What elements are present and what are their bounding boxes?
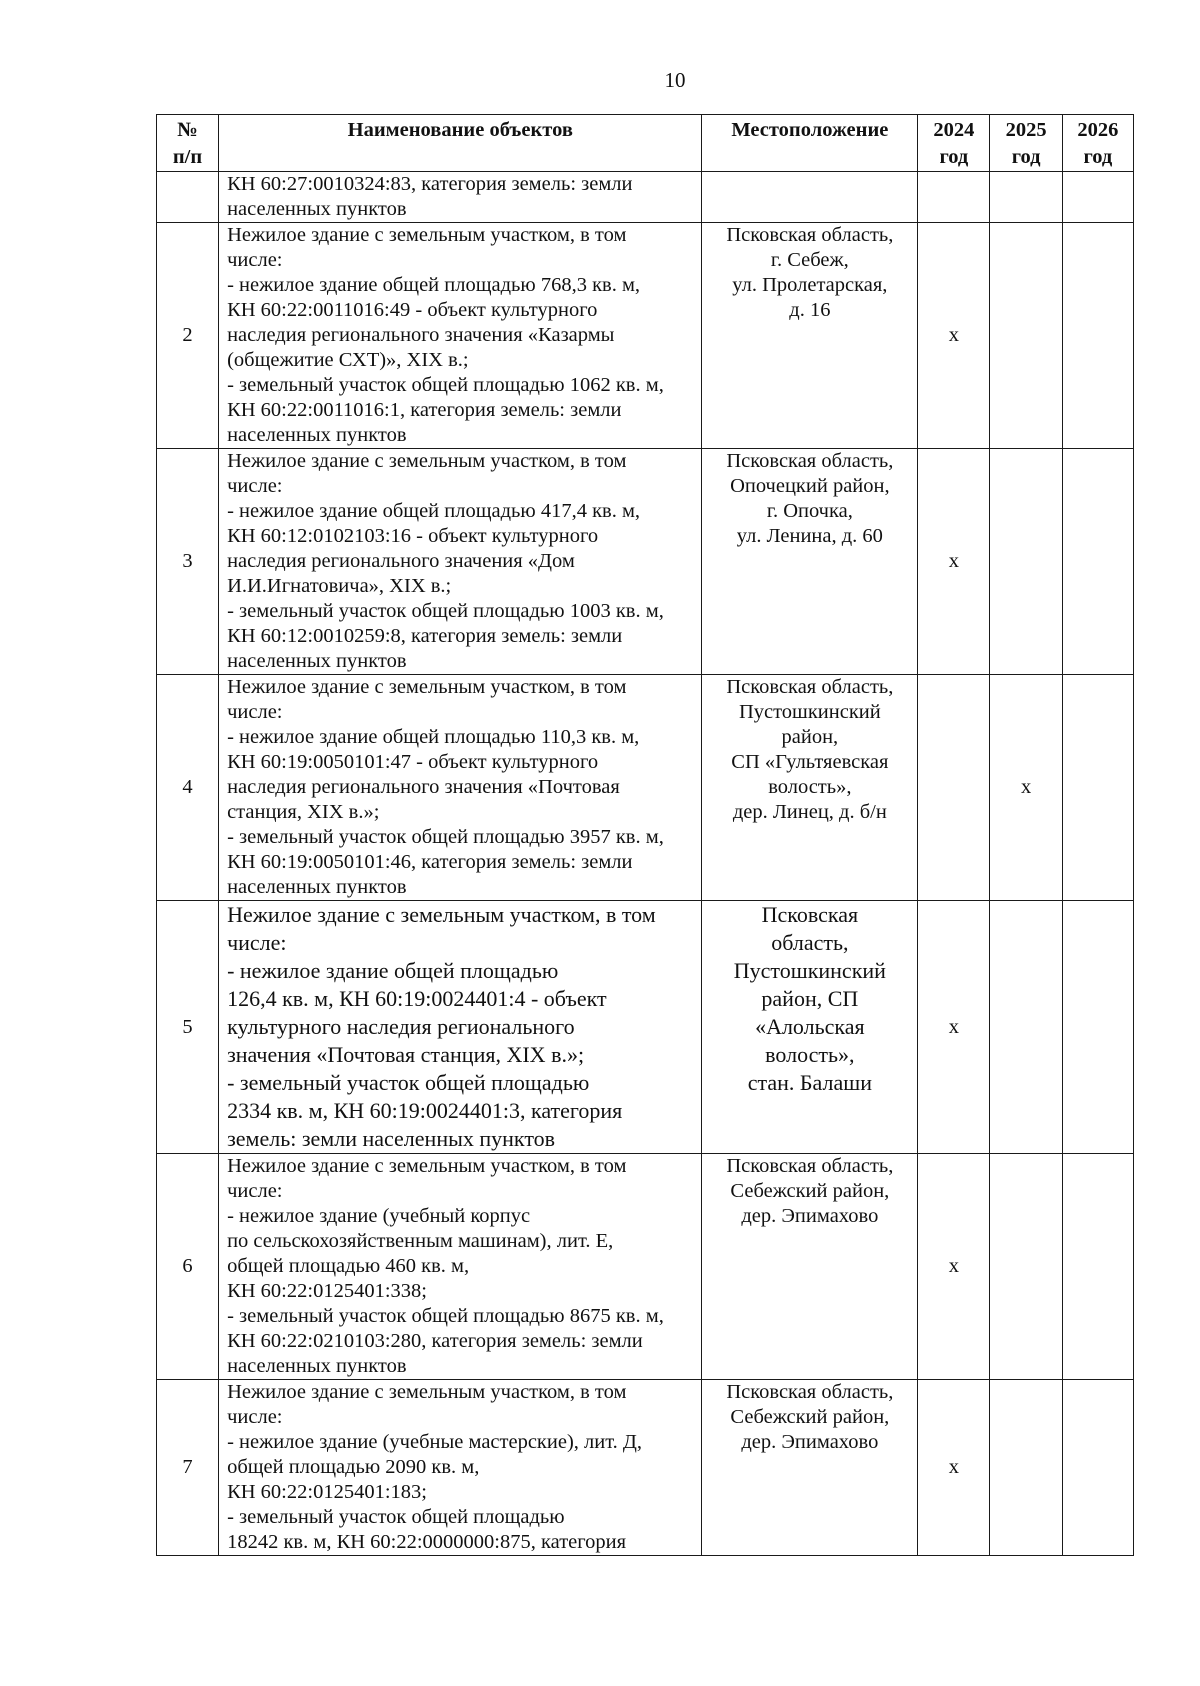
mark-2024: x [918, 449, 990, 675]
page-number: 10 [664, 68, 686, 92]
header-location: Местоположение [702, 115, 918, 172]
location-line: г. Опочка, [766, 500, 853, 522]
row-number: 4 [157, 675, 219, 901]
object-name-line: числе: [227, 475, 283, 497]
header-2024 [918, 115, 990, 172]
location-line: ул. Ленина, д. 60 [736, 525, 883, 547]
object-location [702, 223, 918, 449]
location-line: Пустошкинский [738, 701, 881, 723]
object-name-line: - нежилое здание общей площадью 417,4 кв. м, [227, 500, 641, 522]
object-name-line: - нежилое здание общей площадью 768,3 кв. м, [227, 274, 641, 296]
object-name-line: населенных пунктов [227, 424, 407, 446]
location-line: Себежский район, [730, 1180, 890, 1202]
object-name-line: общей площадью 2090 кв. м, [227, 1456, 480, 1478]
object-name-line: земель: земли населенных пунктов [227, 1126, 556, 1151]
location-line: район, СП [761, 986, 859, 1011]
object-name-line: наследия регионального значения «Почтовая [227, 776, 620, 798]
header-year: 2025 [1005, 119, 1047, 141]
location-line: волость», [765, 1042, 855, 1067]
object-name-line: значения «Почтовая станция, XIX в.»; [227, 1042, 585, 1067]
location-line: Псковская [761, 902, 859, 927]
mark-2026 [1062, 675, 1133, 901]
object-name-line: станция, XIX в.»; [227, 801, 380, 823]
object-name-line: - земельный участок общей площадью 3957 кв. м, [227, 826, 664, 848]
object-name-line: общей площадью 460 кв. м, [227, 1255, 470, 1277]
object-name-line: Нежилое здание с земельным участком, в том [227, 224, 627, 246]
location-line: Псковская область, [726, 450, 894, 472]
header-year-label: год [1083, 146, 1113, 168]
mark-2026 [1062, 1380, 1133, 1556]
object-name-line: 126,4 кв. м, КН 60:19:0024401:4 - объект [227, 986, 607, 1011]
location-line: стан. Балаши [747, 1070, 872, 1095]
object-name [219, 223, 702, 449]
object-name-line: числе: [227, 1406, 283, 1428]
header-num-line: п/п [172, 146, 203, 168]
mark-2026 [1062, 172, 1133, 223]
object-name-line: - земельный участок общей площадью [227, 1506, 565, 1528]
row-number: 2 [157, 223, 219, 449]
object-name [219, 1380, 702, 1556]
mark-2025 [990, 1154, 1062, 1380]
table-row [157, 223, 1134, 449]
mark-2024: x [918, 1380, 990, 1556]
object-location [702, 1154, 918, 1380]
mark-2026 [1062, 901, 1133, 1154]
table-row [157, 1154, 1134, 1380]
header-name: Наименование объектов [219, 115, 702, 172]
object-name-line: КН 60:19:0050101:46, категория земель: земли [227, 851, 633, 873]
object-name-line: числе: [227, 930, 287, 955]
object-name-line: населенных пунктов [227, 198, 407, 220]
mark-2024 [918, 172, 990, 223]
object-name-line: 18242 кв. м, КН 60:22:0000000:875, категория [227, 1531, 627, 1553]
row-number: 7 [157, 1380, 219, 1556]
table-header-row [157, 115, 1134, 172]
object-name-line: населенных пунктов [227, 876, 407, 898]
table-row [157, 1380, 1134, 1556]
header-year-label: год [1011, 146, 1041, 168]
mark-2024 [918, 675, 990, 901]
object-location [702, 1380, 918, 1556]
table-body [157, 172, 1134, 1556]
location-line: СП «Гультяевская [731, 751, 889, 773]
table-row [157, 675, 1134, 901]
mark-2024: x [918, 901, 990, 1154]
mark-2025 [990, 901, 1062, 1154]
object-name-line: Нежилое здание с земельным участком, в том [227, 450, 627, 472]
object-name-line: КН 60:22:0125401:338; [227, 1280, 427, 1302]
location-line: дер. Эпимахово [741, 1205, 879, 1227]
location-line: Псковская область, [726, 1155, 894, 1177]
object-name [219, 449, 702, 675]
location-line: Себежский район, [730, 1406, 890, 1428]
row-number [157, 172, 219, 223]
location-line: дер. Линец, д. б/н [732, 801, 887, 823]
row-number: 6 [157, 1154, 219, 1380]
object-name-line: наследия регионального значения «Дом [227, 550, 575, 572]
mark-2026 [1062, 223, 1133, 449]
object-name-line: - нежилое здание общей площадью [227, 958, 559, 983]
object-name-line: Нежилое здание с земельным участком, в том [227, 676, 627, 698]
header-year: 2026 [1077, 119, 1119, 141]
location-line: дер. Эпимахово [741, 1431, 879, 1453]
mark-2026 [1062, 449, 1133, 675]
object-name-line: числе: [227, 1180, 283, 1202]
header-2026 [1062, 115, 1133, 172]
location-line: д. 16 [789, 299, 831, 321]
table-row [157, 172, 1134, 223]
object-name-line: - земельный участок общей площадью 1003 кв. м, [227, 600, 664, 622]
object-name-line: (общежитие СХТ)», XIX в.; [227, 349, 469, 371]
object-location [702, 449, 918, 675]
row-number: 3 [157, 449, 219, 675]
location-line: область, [771, 930, 849, 955]
object-name-line: КН 60:22:0011016:49 - объект культурного [227, 299, 598, 321]
object-name [219, 172, 702, 223]
location-line: Опочецкий район, [730, 475, 890, 497]
location-line: Пустошкинский [733, 958, 886, 983]
object-name-line: КН 60:12:0010259:8, категория земель: земли [227, 625, 623, 647]
object-name-line: КН 60:22:0125401:183; [227, 1481, 427, 1503]
object-location [702, 675, 918, 901]
object-name-line: КН 60:22:0011016:1, категория земель: земли [227, 399, 622, 421]
row-number: 5 [157, 901, 219, 1154]
object-name-line: Нежилое здание с земельным участком, в том [227, 902, 656, 927]
object-name-line: населенных пунктов [227, 1355, 407, 1377]
object-name-line: Нежилое здание с земельным участком, в том [227, 1155, 627, 1177]
object-name [219, 901, 702, 1154]
location-line: Псковская область, [726, 1381, 894, 1403]
object-name-line: Нежилое здание с земельным участком, в том [227, 1381, 627, 1403]
location-line: «Алольская [755, 1014, 865, 1039]
table-row [157, 901, 1134, 1154]
header-year-label: год [939, 146, 969, 168]
mark-2025 [990, 172, 1062, 223]
object-name-line: КН 60:22:0210103:280, категория земель: земли [227, 1330, 643, 1352]
mark-2024: x [918, 1154, 990, 1380]
object-location [702, 901, 918, 1154]
object-name-line: числе: [227, 701, 283, 723]
object-name-line: - земельный участок общей площадью 8675 кв. м, [227, 1305, 664, 1327]
location-line: Псковская область, [726, 224, 894, 246]
location-line: район, [781, 726, 839, 748]
object-name-line: КН 60:19:0050101:47 - объект культурного [227, 751, 599, 773]
header-num-line: № [177, 119, 198, 141]
object-name-line: по сельскохозяйственным машинам), лит. Е, [227, 1230, 614, 1252]
object-name-line: 2334 кв. м, КН 60:19:0024401:3, категория [227, 1098, 623, 1123]
object-name-line: - нежилое здание общей площадью 110,3 кв. м, [227, 726, 640, 748]
object-name [219, 1154, 702, 1380]
object-name-line: культурного наследия регионального [227, 1014, 575, 1039]
header-year: 2024 [933, 119, 975, 141]
location-line: ул. Пролетарская, [732, 274, 888, 296]
object-name [219, 675, 702, 901]
mark-2025 [990, 223, 1062, 449]
object-name-line: И.И.Игнатовича», XIX в.; [227, 575, 452, 597]
object-name-line: наследия регионального значения «Казармы [227, 324, 615, 346]
location-line: г. Себеж, [770, 249, 849, 271]
object-name-line: КН 60:12:0102103:16 - объект культурного [227, 525, 599, 547]
location-line: Псковская область, [726, 676, 894, 698]
table-row [157, 449, 1134, 675]
object-name-line: числе: [227, 249, 283, 271]
object-name-line: - земельный участок общей площадью [227, 1070, 590, 1095]
mark-2025 [990, 1380, 1062, 1556]
header-2025 [990, 115, 1062, 172]
object-name-line: - нежилое здание (учебный корпус [227, 1205, 531, 1227]
object-name-line: - земельный участок общей площадью 1062 кв. м, [227, 374, 664, 396]
mark-2026 [1062, 1154, 1133, 1380]
mark-2024: x [918, 223, 990, 449]
objects-table [156, 114, 1134, 1556]
location-line: волость», [768, 776, 852, 798]
mark-2025: x [990, 675, 1062, 901]
object-name-line: населенных пунктов [227, 650, 407, 672]
object-name-line: КН 60:27:0010324:83, категория земель: земли [227, 173, 633, 195]
mark-2025 [990, 449, 1062, 675]
object-location [702, 172, 918, 223]
object-name-line: - нежилое здание (учебные мастерские), лит. Д, [227, 1431, 643, 1453]
header-num [157, 115, 219, 172]
